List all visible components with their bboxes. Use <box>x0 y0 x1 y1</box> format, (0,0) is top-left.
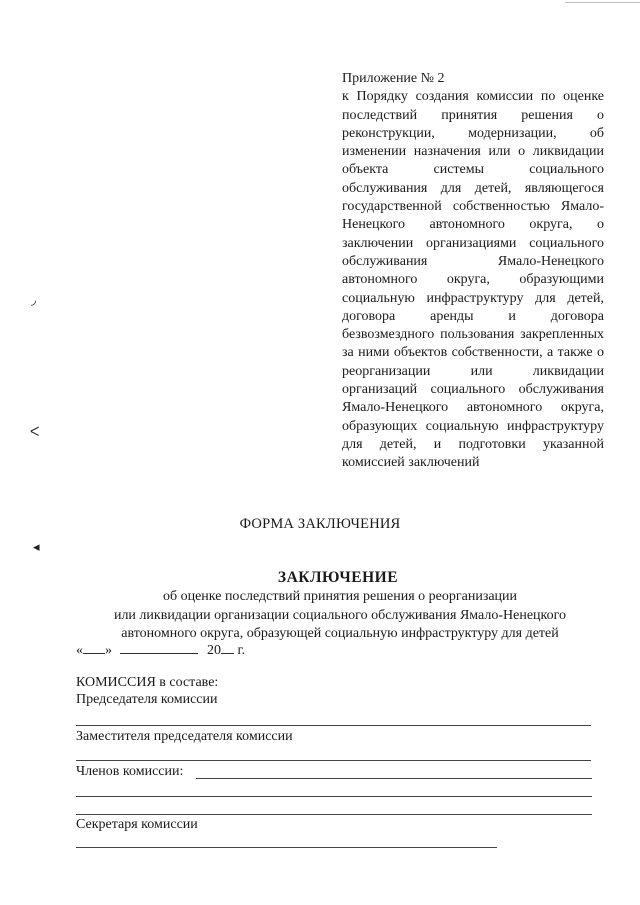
conclusion-subtitle-line: об оценке последствий принятия решения о реорганизации <box>162 589 518 604</box>
scan-mark: ◞ <box>31 292 37 307</box>
conclusion-subtitle <box>70 588 610 644</box>
conclusion-subtitle-line: автономного округа, образующей социальную инфраструктуру для детей <box>121 626 559 641</box>
year-suffix: г. <box>237 643 246 658</box>
annex-title: Приложение № 2 <box>342 71 445 86</box>
deputy-line[interactable] <box>76 760 591 761</box>
secretary-line[interactable] <box>76 847 497 848</box>
scan-mark: ◂ <box>33 539 40 554</box>
commission-heading: КОМИССИЯ в составе: <box>76 675 219 690</box>
annex-block <box>342 70 604 473</box>
members-line[interactable] <box>76 796 592 797</box>
conclusion-title: ЗАКЛЮЧЕНИЕ <box>277 569 399 586</box>
date-open-quote: « <box>76 643 83 658</box>
date-close-quote: » <box>105 643 112 658</box>
year-prefix: 20 <box>207 643 221 658</box>
annex-body: к Порядку создания комиссии по оценке последствий принятия решения о реконструкции, модернизации, об изменении назначения или о ликвидации объекта системы социального обслуживания для детей, являющегося государственной собственностью Ямало-Ненецкого автономного округа, о заключении организациями социального обслуживания Ямало-Ненецкого автономного округа, образующими социальную инфраструктуру для детей, договора аренды и договора безвозмездного пользования закрепленных за ними объектов собственности, а также о реорганизации или ликвидации организаций социального обслуживания Ямало-Ненецкого автономного округа, образующих социальную инфраструктуру для детей, и подготовки указанной комиссией заключений <box>342 89 604 471</box>
chair-line[interactable] <box>76 725 591 726</box>
members-line[interactable] <box>76 814 592 815</box>
members-label: Членов комиссии: <box>76 764 184 779</box>
members-line[interactable] <box>196 778 592 779</box>
form-title: ФОРМА ЗАКЛЮЧЕНИЯ <box>239 516 401 532</box>
month-blank[interactable] <box>120 641 198 654</box>
deputy-label: Заместителя председателя комиссии <box>76 729 293 744</box>
date-line <box>76 641 245 659</box>
scan-mark: ᐸ <box>30 424 40 439</box>
chair-label: Председателя комиссии <box>76 692 218 707</box>
conclusion-subtitle-line: или ликвидации организации социального обслуживания Ямало-Ненецкого <box>113 607 567 623</box>
secretary-label: Секретаря комиссии <box>76 817 198 832</box>
year-blank[interactable] <box>221 641 234 654</box>
scan-edge-line <box>565 2 640 3</box>
day-blank[interactable] <box>83 641 105 654</box>
